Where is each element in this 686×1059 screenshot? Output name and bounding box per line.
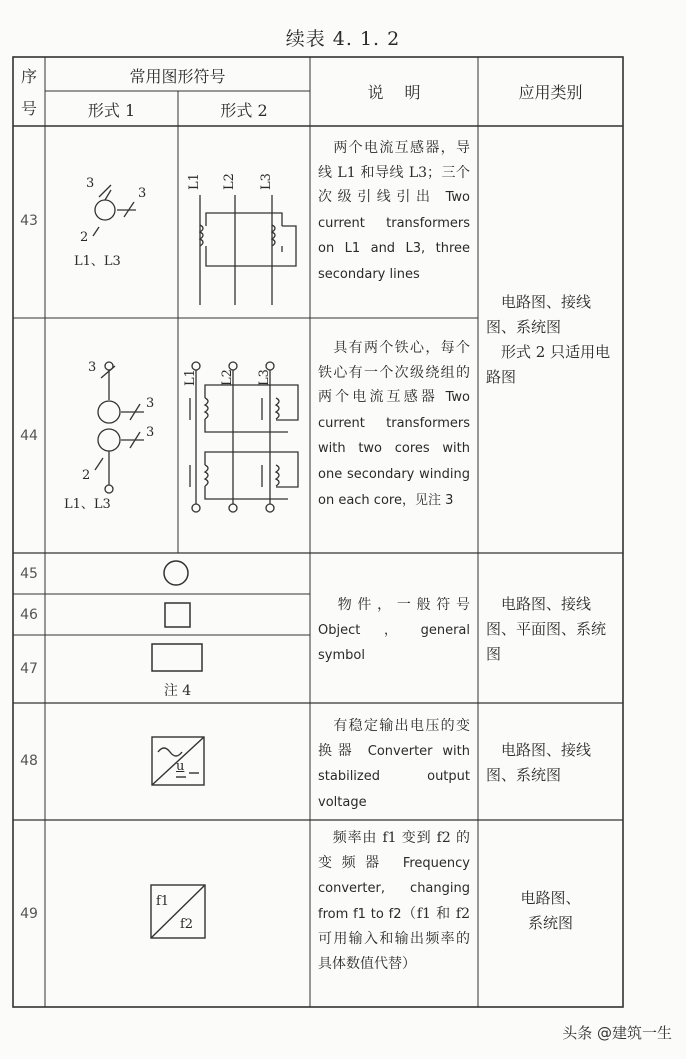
converter-u-label: u (176, 759, 185, 774)
ct44-mark-upper: 3 (146, 396, 155, 411)
ct44-form2-l1: L1 (182, 369, 198, 386)
ct43-form2-l2: L2 (221, 173, 237, 190)
ct43-form2-l1: L1 (186, 173, 202, 190)
header-no-line2: 号 (20, 99, 37, 118)
row-number-49: 49 (20, 906, 38, 922)
freq-f2-label: f2 (180, 917, 194, 932)
category-45-47: 电路图、接线图、平面图、系统图 (486, 595, 607, 663)
object-circle-symbol (164, 561, 188, 585)
category-49: 电路图、 系统图 (520, 889, 581, 932)
header-category: 应用类别 (518, 83, 583, 102)
watermark: 头条 @建筑一生 (562, 1024, 672, 1042)
header-form2: 形式 2 (220, 101, 268, 120)
row-number-45: 45 (20, 566, 38, 582)
ct-symbol-44-form2 (190, 362, 298, 512)
ct43-mark-bottom: 2 (80, 230, 89, 245)
ct43-mark-top: 3 (86, 176, 95, 191)
ct44-mark-bottom: 2 (82, 468, 91, 483)
description-45-47: 物件，一般符号 Object，general symbol (318, 597, 470, 664)
header-form1: 形式 1 (87, 101, 136, 120)
object-rectangle-symbol (152, 644, 202, 671)
row-number-48: 48 (20, 753, 38, 769)
header-symbols: 常用图形符号 (129, 67, 226, 86)
ct44-form2-l2: L2 (219, 369, 235, 386)
ct-symbol-44-form1 (95, 362, 144, 493)
category-48: 电路图、接线图、系统图 (486, 741, 592, 784)
ct43-mark-right: 3 (138, 186, 147, 201)
description-49: 频率由 f1 变到 f2 的变频器 Frequency converter, changing from f1 to f2（f1 和 f2 可用输入和输出频率的具体数值代替） (318, 830, 470, 972)
row-number-44: 44 (20, 428, 38, 444)
category-43-44: 电路图、接线图、系统图 形式 2 只适用电路图 (486, 293, 611, 386)
description-48: 有稳定输出电压的变换器 Converter with stabilized output voltage (318, 718, 471, 810)
ct-symbol-43-form1-lines (105, 190, 111, 200)
ct44-line-label: L1、L3 (64, 497, 111, 512)
header-description: 说 明 (367, 83, 421, 102)
note-4: 注 4 (163, 683, 192, 699)
ct-symbol-43-form2 (200, 195, 296, 305)
row-number-47: 47 (20, 661, 38, 677)
frequency-converter-symbol (151, 885, 205, 938)
freq-f1-label: f1 (156, 894, 170, 909)
object-square-symbol (165, 603, 190, 627)
ct44-mark-lower: 3 (146, 425, 155, 440)
description-43: 两个电流互感器，导线 L1 和导线 L3；三个次级引线引出 Two current transformers on L1 and L3, three secondary lines (318, 140, 470, 282)
table-title: 续表 4. 1. 2 (285, 28, 401, 50)
description-44: 具有两个铁心，每个铁心有一个次级绕组的两个电流互感器 Two current transformers with two cores with one secondary winding on each core，见注 3 (318, 340, 471, 508)
row-number-43: 43 (20, 213, 38, 229)
ct44-form2-l3: L3 (256, 369, 272, 386)
ct43-line-label: L1、L3 (74, 254, 121, 269)
row-number-46: 46 (20, 607, 38, 623)
header-no-line1: 序 (20, 67, 37, 86)
ct43-form2-l3: L3 (258, 173, 274, 190)
ct44-mark-top: 3 (88, 360, 97, 375)
